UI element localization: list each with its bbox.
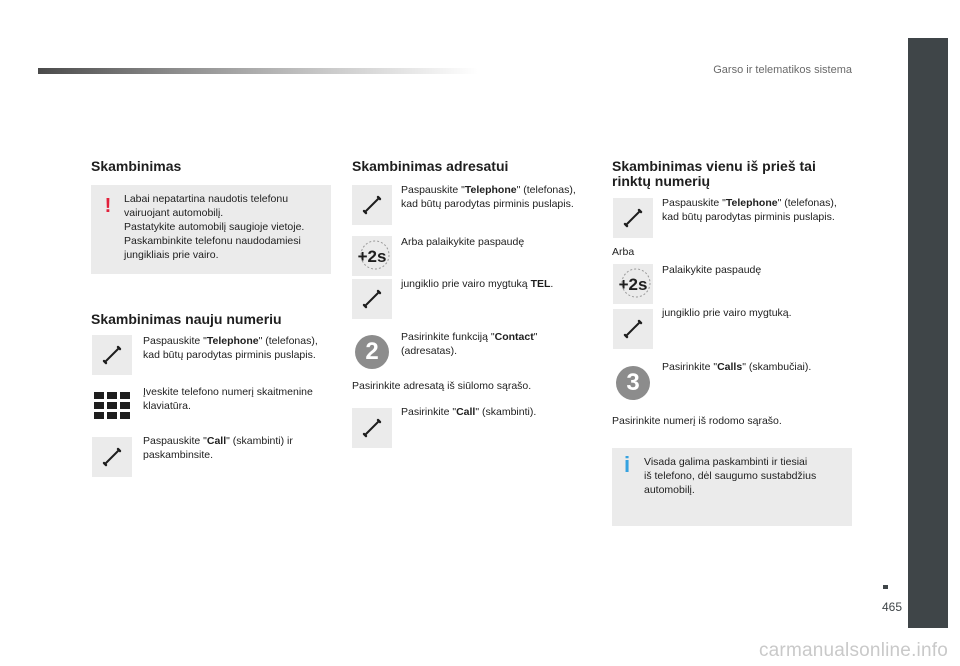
section-header-title: Garso ir telematikos sistema bbox=[713, 64, 852, 76]
col2-title: Skambinimas adresatui bbox=[352, 158, 509, 174]
phone-icon bbox=[352, 185, 392, 225]
phone-icon bbox=[92, 437, 132, 477]
phone-icon bbox=[352, 408, 392, 448]
col2-step5-text: Pasirinkite adresatą iš siūlomo sąrašo. bbox=[352, 380, 532, 392]
step-number-2: 2 bbox=[355, 335, 389, 369]
hold-2s-label: +2s bbox=[357, 247, 387, 266]
col3-title: Skambinimas vienu iš prieš tai rinktų numerių bbox=[612, 158, 816, 189]
col1-step1-text: Paspauskite "Telephone" (telefonas), kad būtų parodytas pirminis puslapis. bbox=[143, 335, 318, 361]
col1-step2-text: Įveskite telefono numerį skaitmenine klaviatūra. bbox=[143, 386, 313, 412]
col2-step6-text: Pasirinkite "Call" (skambinti). bbox=[401, 406, 537, 418]
phone-icon bbox=[352, 279, 392, 319]
col3-step3-text: jungiklio prie vairo mygtuką. bbox=[662, 307, 792, 319]
info-text: Visada galima paskambinti ir tiesiai iš telefono, dėl saugumo sustabdžius automobilį. bbox=[644, 456, 817, 496]
col3-step4-text: Pasirinkite "Calls" (skambučiai). bbox=[662, 361, 812, 373]
col1-title: Skambinimas bbox=[91, 158, 182, 174]
page-number: 465 bbox=[881, 600, 902, 614]
col2-step2-text: Arba palaikykite paspaudę bbox=[401, 236, 525, 248]
col1-step3-text: Paspauskite "Call" (skambinti) ir paskambinsite. bbox=[143, 435, 293, 461]
hold-2s-label: +2s bbox=[618, 275, 648, 294]
col3-arba: Arba bbox=[612, 246, 635, 258]
warning-icon: ! bbox=[104, 195, 112, 217]
header-gradient-bar bbox=[38, 68, 478, 74]
phone-icon bbox=[92, 335, 132, 375]
col3-step2-text: Palaikykite paspaudę bbox=[662, 264, 762, 276]
hold-2s-icon bbox=[613, 264, 653, 304]
warning-text: Labai nepatartina naudotis telefonu vairuojant automobilį. Pastatykite automobilį saugioje vietoje. Paskambinkite telefonu naudodamiesi jungikliais prie vairo. bbox=[124, 193, 305, 261]
phone-icon bbox=[613, 309, 653, 349]
phone-icon bbox=[613, 198, 653, 238]
keypad-icon bbox=[92, 385, 132, 425]
col3-step5-text: Pasirinkite numerį iš rodomo sąrašo. bbox=[612, 415, 782, 427]
col1-subtitle: Skambinimas nauju numeriu bbox=[91, 311, 282, 327]
watermark: carmanualsonline.info bbox=[758, 640, 948, 661]
page-marker bbox=[883, 585, 888, 589]
info-icon: i bbox=[623, 452, 631, 477]
col2-step4-text: Pasirinkite funkciją "Contact" (adresatas). bbox=[401, 331, 538, 357]
col2-step3-text: jungiklio prie vairo mygtuką TEL. bbox=[401, 278, 554, 290]
side-strip bbox=[908, 38, 948, 628]
step-number-3: 3 bbox=[616, 366, 650, 400]
col2-step1-text: Paspauskite "Telephone" (telefonas), kad būtų parodytas pirminis puslapis. bbox=[401, 184, 576, 210]
col3-step1-text: Paspauskite "Telephone" (telefonas), kad būtų parodytas pirminis puslapis. bbox=[662, 197, 837, 223]
hold-2s-icon bbox=[352, 236, 392, 276]
